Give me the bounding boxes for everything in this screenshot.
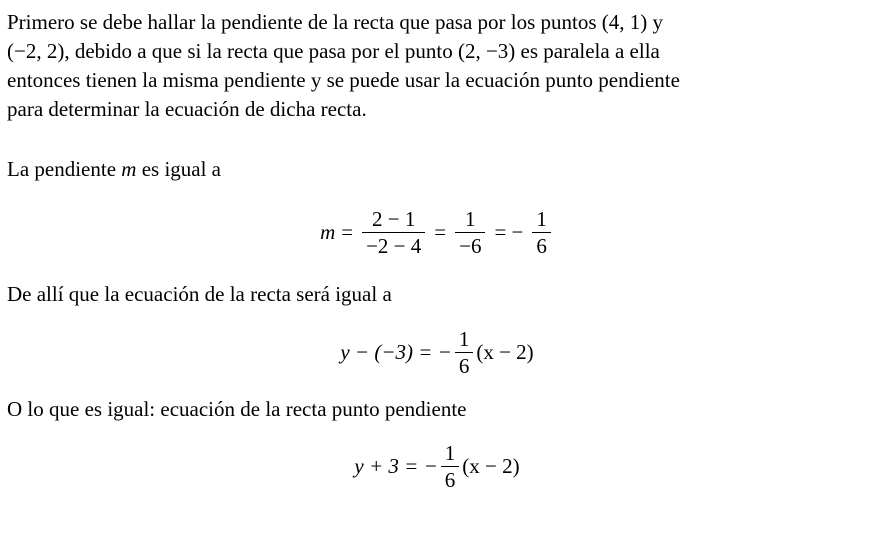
- point-slope-fraction-numerator: 1: [458, 326, 470, 351]
- intro-line-4: para determinar la ecuación de dicha recta.: [7, 97, 367, 121]
- point-slope-fraction-denominator: 6: [455, 352, 474, 379]
- point-slope-equation: [7, 309, 867, 395]
- slope-fraction-1-numerator: 2 − 1: [372, 206, 416, 231]
- intro-line-2: (−2, 2), debido a que si la recta que pasa por el punto (2, −3) es paralela a ella: [7, 39, 660, 63]
- simplified-fraction-denominator: 6: [441, 466, 460, 493]
- slope-equation: [7, 184, 867, 280]
- simplified-rhs: (x − 2): [462, 453, 520, 478]
- intro-line-1: Primero se debe hallar la pendiente de la recta que pasa por los puntos (4, 1) y: [7, 10, 664, 34]
- slope-variable: m: [121, 157, 137, 181]
- slope-fraction-2-numerator: 1: [465, 206, 476, 231]
- slope-fraction-1: [362, 206, 425, 259]
- slope-fraction-1-denominator: −2 − 4: [362, 232, 425, 259]
- slope-fraction-3-denominator: 6: [532, 232, 551, 259]
- slope-fraction-2-denominator: −6: [455, 232, 485, 259]
- intro-paragraph: [7, 8, 867, 124]
- slope-intro-paragraph: [7, 155, 867, 184]
- slope-intro-suffix: es igual a: [136, 157, 222, 181]
- point-slope-lhs: y − (−3) = −: [340, 339, 452, 364]
- slope-fraction-3-numerator: 1: [536, 206, 547, 231]
- point-slope-fraction: [455, 326, 474, 379]
- slope-intro-prefix: La pendiente: [7, 157, 122, 181]
- simplified-lhs: y + 3 = −: [354, 453, 438, 478]
- slope-lhs: m: [320, 219, 336, 244]
- slope-equals-1: =: [341, 219, 354, 244]
- line-equation-intro: De allí que la ecuación de la recta será igual a: [7, 282, 392, 306]
- slope-fraction-2: [455, 206, 485, 259]
- document-page: [7, 8, 867, 508]
- slope-equals-3: = −: [494, 219, 524, 244]
- simplified-fraction-numerator: 1: [444, 440, 456, 465]
- simplified-fraction: [441, 440, 460, 493]
- slope-equals-2: =: [434, 219, 447, 244]
- simplified-equation: [7, 424, 867, 508]
- point-slope-rhs: (x − 2): [476, 339, 534, 364]
- intro-line-3: entonces tienen la misma pendiente y se puede usar la ecuación punto pendiente: [7, 68, 680, 92]
- slope-fraction-3: [532, 206, 551, 259]
- equivalent-intro: O lo que es igual: ecuación de la recta punto pendiente: [7, 397, 467, 421]
